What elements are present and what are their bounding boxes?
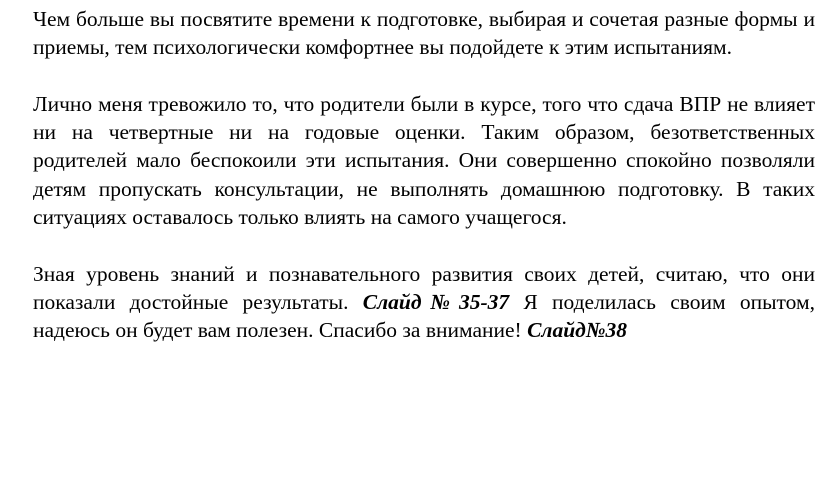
document-page xyxy=(33,5,815,345)
paragraph-preparation: Чем больше вы посвятите времени к подготовке, выбирая и сочетая разные формы и приемы, тем психологически комфортнее вы подойдете к этим испытаниям. xyxy=(33,7,815,60)
slide-reference-35-37: Слайд№35-37 xyxy=(362,289,510,314)
paragraph-parents: Лично меня тревожило то, что родители были в курсе, того что сдача ВПР не влияет ни на четвертные ни на годовые оценки. Таким образом, безответственных родителей мало беспокоили эти испытания. Они совершенно спокойно позволяли детям пропускать консультации, не выполнять домашнюю подготовку. В таких ситуациях оставалось только влиять на самого учащегося. xyxy=(33,91,815,230)
conclusion-text-1: Зная уровень знаний и познавательного развития своих детей, считаю, что они показали достойные результаты. xyxy=(33,261,815,314)
conclusion-text-2: Я поделилась своим опытом, надеюсь он будет вам полезен. Спасибо за внимание! xyxy=(33,289,815,343)
paragraph-conclusion xyxy=(33,260,815,345)
slide-reference-38: Слайд№38 xyxy=(527,318,627,343)
